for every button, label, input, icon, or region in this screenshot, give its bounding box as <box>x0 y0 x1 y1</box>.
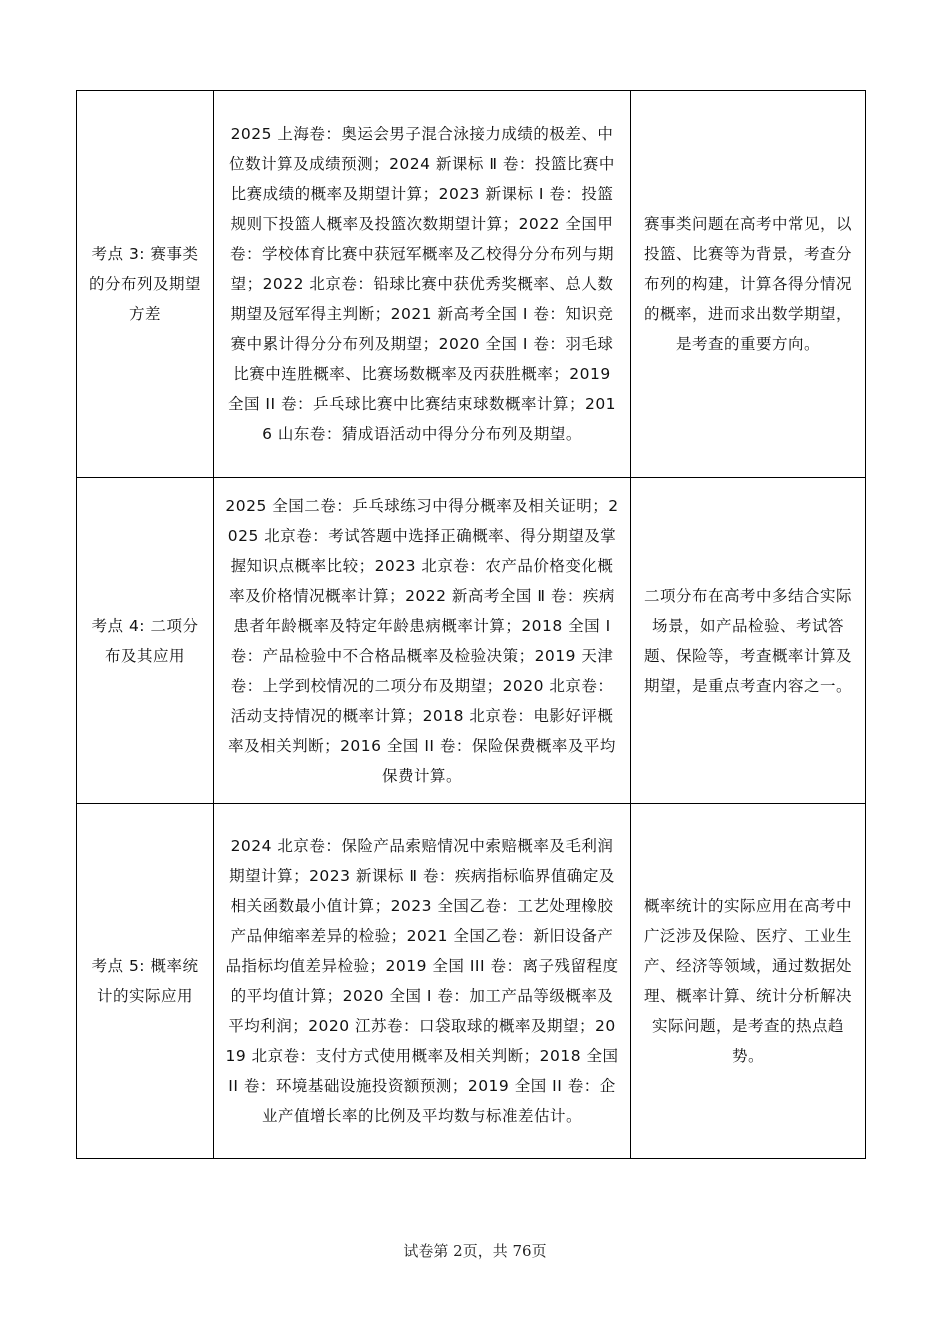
page-footer: 试卷第 2页，共 76页 <box>403 1242 547 1260</box>
summary-cell: 二项分布在高考中多结合实际场景，如产品检验、考试答题、保险等，考查概率计算及期望，是重点考查内容之一。 <box>631 478 866 804</box>
table-row <box>77 478 866 804</box>
table-row <box>77 804 866 1159</box>
topic-cell: 考点 3: 赛事类的分布列及期望方差 <box>77 91 214 478</box>
topic-cell: 考点 5: 概率统计的实际应用 <box>77 804 214 1159</box>
topic-cell: 考点 4: 二项分布及其应用 <box>77 478 214 804</box>
exam-list-cell: 2025 上海卷：奥运会男子混合泳接力成绩的极差、中位数计算及成绩预测；2024 新课标 Ⅱ 卷：投篮比赛中比赛成绩的概率及期望计算；2023 新课标 Ⅰ 卷：投篮规则下投篮人概率及投篮次数期望计算；2022 全国甲卷：学校体育比赛中获冠军概率及乙校得分分布列与期望；2022 北京卷：铅球比赛中获优秀奖概率、总人数期望及冠军得主判断；2021 新高考全国 Ⅰ 卷：知识竞赛中累计得分分布列及期望；2020 全国 I 卷：羽毛球比赛中连胜概率、比赛场数概率及丙获胜概率；2019 全国 II 卷：乒乓球比赛中比赛结束球数概率计算；2016 山东卷：猜成语活动中得分分布列及期望。 <box>214 91 631 478</box>
summary-cell: 赛事类问题在高考中常见，以投篮、比赛等为背景，考查分布列的构建，计算各得分情况的概率，进而求出数学期望，是考查的重要方向。 <box>631 91 866 478</box>
exam-topics-table <box>76 90 866 1159</box>
exam-list-cell: 2024 北京卷：保险产品索赔情况中索赔概率及毛利润期望计算；2023 新课标 Ⅱ 卷：疾病指标临界值确定及相关函数最小值计算；2023 全国乙卷：工艺处理橡胶产品伸缩率差异的检验；2021 全国乙卷：新旧设备产品指标均值差异检验；2019 全国 III 卷：离子残留程度的平均值计算；2020 全国 I 卷：加工产品等级概率及平均利润；2020 江苏卷：口袋取球的概率及期望；2019 北京卷：支付方式使用概率及相关判断；2018 全国 II 卷：环境基础设施投资额预测；2019 全国 II 卷：企业产值增长率的比例及平均数与标准差估计。 <box>214 804 631 1159</box>
table-row <box>77 91 866 478</box>
summary-cell: 概率统计的实际应用在高考中广泛涉及保险、医疗、工业生产、经济等领域，通过数据处理、概率计算、统计分析解决实际问题，是考查的热点趋势。 <box>631 804 866 1159</box>
exam-list-cell: 2025 全国二卷：乒乓球练习中得分概率及相关证明；2025 北京卷：考试答题中选择正确概率、得分期望及掌握知识点概率比较；2023 北京卷：农产品价格变化概率及价格情况概率计算；2022 新高考全国 Ⅱ 卷：疾病患者年龄概率及特定年龄患病概率计算；2018 全国 I 卷：产品检验中不合格品概率及检验决策；2019 天津卷：上学到校情况的二项分布及期望；2020 北京卷：活动支持情况的概率计算；2018 北京卷：电影好评概率及相关判断；2016 全国 II 卷：保险保费概率及平均保费计算。 <box>214 478 631 804</box>
